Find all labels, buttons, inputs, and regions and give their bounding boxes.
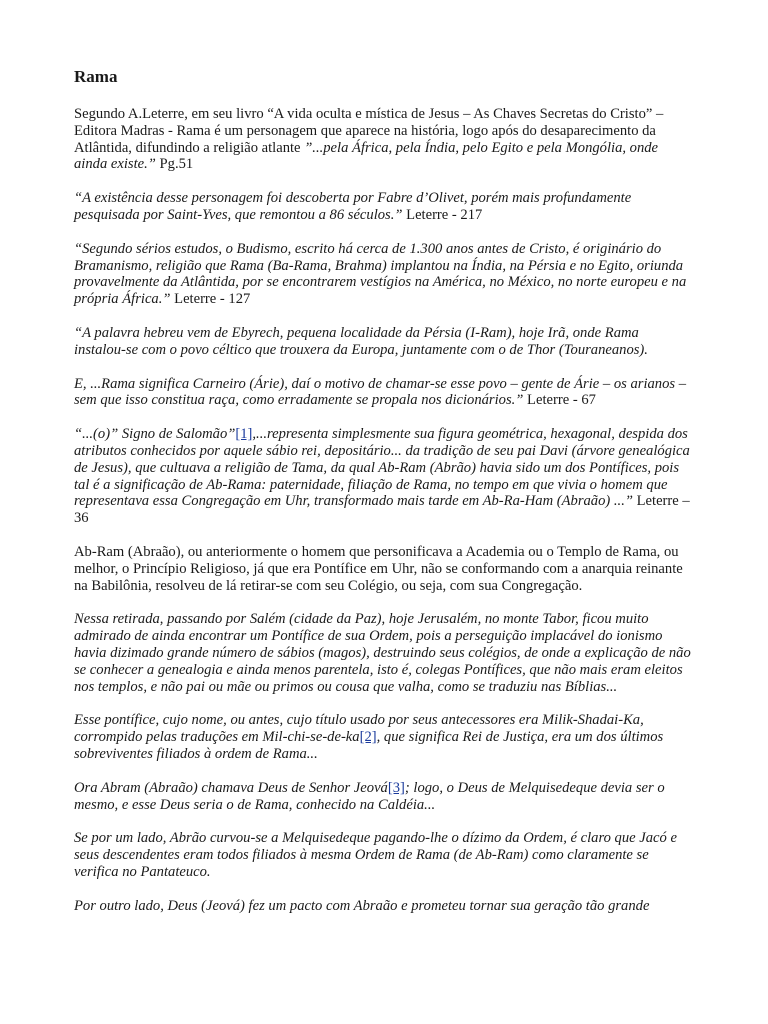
paragraph-6-quote-start: “...(o)” Signo de Salomão”	[74, 426, 236, 443]
footnote-link-1[interactable]: [1]	[235, 426, 253, 443]
paragraph-5	[74, 376, 694, 410]
paragraph-6-quote: ,...representa simplesmente sua figura geométrica, hexagonal, despida dos atributos conhecidos por aquele sábio rei, depositário... da tradição de seu pai Davi (árvore genealógica de Jesus), que cultuava a religião de Tama, da qual Ab-Ram (Abrão) havia sido um dos Pontífices, pois tal é a significação de Ab-Rama: paternidade, filiação de Rama, no tempo em que vivia o homem que representava essa Congregação em Uhr, transformado mais tarde em Ab-Ra-Ham (Abraão) ...”	[74, 426, 690, 510]
paragraph-4: “A palavra hebreu vem de Ebyrech, pequena localidade da Pérsia (I-Ram), hoje Irã, onde Rama instalou-se com o povo céltico que trouxera da Europa, juntamente com o de Thor (Touraneanos).	[74, 324, 648, 358]
paragraph-9-text: Esse pontífice, cujo nome, ou antes, cujo título usado por seus antecessores era Milik-Shadai-Ka, corrompido pelas traduções em Mil-chi-se-de-ka	[74, 712, 644, 746]
paragraph-8: Nessa retirada, passando por Salém (cidade da Paz), hoje Jerusalém, no monte Tabor, ficou muito admirado de ainda encontrar um Pontífice de sua Ordem, pois a perseguição implacável do ionismo havia dizimado grande número de sábios (magos), destruindo seus colégios, de onde a explicação de não se conhecer a genealogia e ainda menos parentela, isto é, colegas Pontífices, que não mais eram eleitos nos templos, e não pai ou mãe ou primos ou cousa que valha, como se traduziu nas Bíblias...	[74, 611, 691, 695]
paragraph-5-quote: E, ...Rama significa Carneiro (Árie), daí o motivo de chamar-se esse povo – gente de Árie – os arianos – sem que isso constitua raça, como erradamente se propala nos dicionários.”	[74, 375, 687, 409]
document-title: Rama	[74, 67, 118, 86]
paragraph-3-ref: Leterre - 127	[170, 291, 251, 308]
paragraph-2	[74, 190, 694, 224]
paragraph-10-text: Ora Abram (Abraão) chamava Deus de Senhor Jeová	[74, 779, 388, 796]
paragraph-1-ref: Pg.51	[155, 156, 194, 173]
paragraph-6	[74, 426, 694, 527]
paragraph-1-quote: ”...pela África, pela Índia, pelo Egito e pela Mongólia, onde ainda existe.”	[74, 139, 659, 173]
paragraph-10	[74, 780, 694, 814]
paragraph-1-text: Segundo A.Leterre, em seu livro “A vida oculta e mística de Jesus – As Chaves Secretas do Cristo” – Editora Madras - Rama é um personagem que aparece na história, logo após do desaparecimento da Atlântida, difundindo a religião atlante	[74, 106, 664, 156]
paragraph-1	[74, 106, 694, 173]
paragraph-9-text-end: , que significa Rei de Justiça, era um dos últimos sobreviventes filiados à ordem de Rama...	[74, 729, 664, 762]
paragraph-7: Ab-Ram (Abraão), ou anteriormente o homem que personificava a Academia ou o Templo de Rama, ou melhor, o Princípio Religioso, já que era Pontífice em Uhr, não se conformando com a anarquia reinante na Babilônia, resolveu de lá retirar-se com seu Colégio, ou seja, com sua Congregação.	[74, 543, 683, 594]
paragraph-2-ref: Leterre - 217	[402, 206, 483, 223]
paragraph-11: Se por um lado, Abrão curvou-se a Melquisedeque pagando-lhe o dízimo da Ordem, é claro que Jacó e seus descendentes eram todos filiados à mesma Ordem de Rama (de Ab-Ram) como claramente se verifica no Pantateuco.	[74, 830, 677, 880]
paragraph-3	[74, 241, 694, 308]
footnote-link-3[interactable]: [3]	[387, 779, 405, 796]
paragraph-6-ref: Leterre – 36	[74, 493, 690, 527]
paragraph-12: Por outro lado, Deus (Jeová) fez um pacto com Abraão e prometeu tornar sua geração tão grande	[74, 897, 650, 914]
paragraph-3-quote: “Segundo sérios estudos, o Budismo, escrito há cerca de 1.300 anos antes de Cristo, é originário do Bramanismo, religião que Rama (Ba-Rama, Brahma) implantou na Índia, na Pérsia e no Egito, oriunda provavelmente da Atlântida, por se encontrarem vestígios na América, no México, no norte europeu e na própria África.”	[74, 240, 687, 308]
paragraph-5-ref: Leterre - 67	[523, 392, 596, 409]
paragraph-2-quote: “A existência desse personagem foi descoberta por Fabre d’Olivet, porém mais profundamente pesquisada por Saint-Yves, que remontou a 86 séculos.”	[74, 190, 632, 223]
footnote-link-2[interactable]: [2]	[359, 729, 377, 746]
paragraph-10-text-end: ; logo, o Deus de Melquisedeque devia ser o mesmo, e esse Deus seria o de Rama, conhecido na Caldéia...	[74, 779, 665, 813]
paragraph-9	[74, 712, 694, 762]
document-page	[74, 66, 694, 931]
